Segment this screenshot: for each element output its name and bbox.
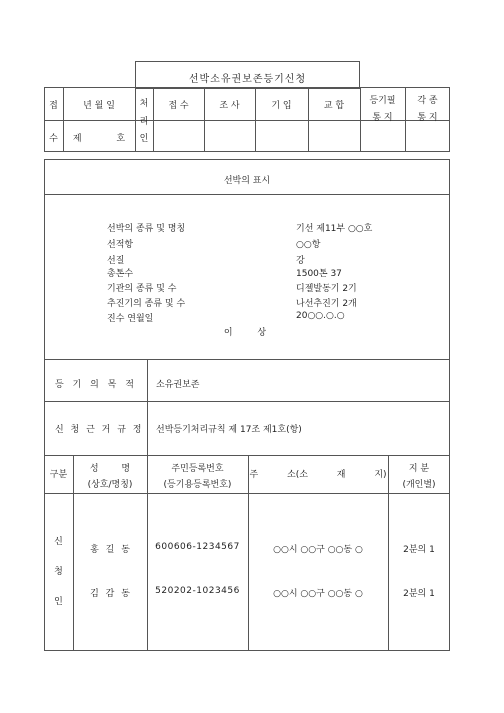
header-cell-check: 교 합 — [323, 101, 345, 111]
header-cell-date: 년 월 일 — [83, 101, 115, 111]
basis-value: 선박등기처리규칙 제 17조 제1호(항) — [156, 425, 302, 435]
applicant-name: 김 감 동 — [90, 589, 130, 599]
ship-item-label: 선질 — [107, 256, 125, 266]
purpose-label: 등 기 의 목 적 — [55, 380, 137, 390]
col-name: 성 명 — [89, 464, 131, 474]
applicant-side-label: 청 — [54, 567, 63, 577]
basis-label: 신 청 근 거 규 정 — [55, 425, 144, 435]
applicant-share: 2분의 1 — [403, 545, 435, 555]
applicant-side-label: 인 — [54, 597, 63, 607]
col-gubun: 구분 — [49, 470, 68, 480]
ship-item-label: 총톤수 — [107, 269, 134, 279]
applicant-name: 홍 길 동 — [90, 545, 130, 555]
ship-item-value: 1500톤 37 — [296, 269, 342, 279]
col-share-sub: (개인별) — [402, 480, 436, 490]
applicant-side-label: 신 — [54, 537, 63, 547]
applicant-address: ○○시 ○○구 ○○동 ○ — [273, 589, 363, 599]
col-address: 주 소(소 재 지) — [249, 470, 387, 480]
ship-item-label: 선박의 종류 및 명칭 — [107, 224, 186, 234]
ship-item-value: ○○항 — [296, 240, 321, 250]
ship-item-value: 나선추진기 2개 — [296, 299, 357, 309]
main-form — [44, 159, 450, 651]
ship-item-value: 기선 제11부 ○○호 — [296, 224, 373, 234]
ship-item-value: 디젤발동기 2기 — [296, 284, 357, 294]
applicant-address: ○○시 ○○구 ○○동 ○ — [273, 545, 363, 555]
col-name-sub: (상호/명칭) — [87, 480, 133, 490]
header-cell-handle-2: 리 — [139, 117, 149, 127]
header-cell-number: 제 호 — [72, 134, 126, 144]
ship-item-value: 20○○.○.○ — [296, 311, 345, 321]
header-cell-handle-3: 인 — [139, 134, 149, 144]
page-title: 선박소유권보존등기신청 — [188, 74, 307, 85]
ship-item-label: 선적항 — [107, 240, 134, 250]
header-cell-various: 각 종 — [417, 96, 438, 106]
header-cell-investigate: 조 사 — [219, 101, 240, 111]
ship-heading: 선박의 표시 — [223, 176, 271, 186]
ship-end-mark: 이 상 — [223, 328, 267, 338]
header-cell-accept: 접 수 — [168, 101, 189, 111]
header-cell-handle-1: 처 — [139, 99, 149, 109]
col-id: 주민등록번호 — [171, 464, 224, 474]
ship-item-label: 기관의 종류 및 수 — [107, 284, 177, 294]
header-cell-registered: 등기필 — [369, 96, 396, 106]
applicant-share: 2분의 1 — [403, 589, 435, 599]
ship-item-label: 진수 연월일 — [107, 314, 154, 324]
col-id-sub: (등기용등록번호) — [163, 480, 232, 490]
header-cell-notice-1: 통 지 — [372, 113, 393, 123]
applicant-id: 520202-1023456 — [155, 586, 240, 596]
purpose-value: 소유권보존 — [156, 380, 200, 390]
ship-item-label: 추진기의 종류 및 수 — [107, 299, 186, 309]
header-cell-notice-2: 통 지 — [417, 113, 438, 123]
header-cell-entry: 기 입 — [271, 101, 292, 111]
header-cell-receipt: 접 — [49, 101, 58, 111]
col-share: 지 분 — [408, 464, 430, 474]
ship-item-value: 강 — [296, 256, 305, 266]
header-cell-receipt-2: 수 — [49, 134, 58, 144]
applicant-id: 600606-1234567 — [155, 542, 240, 552]
